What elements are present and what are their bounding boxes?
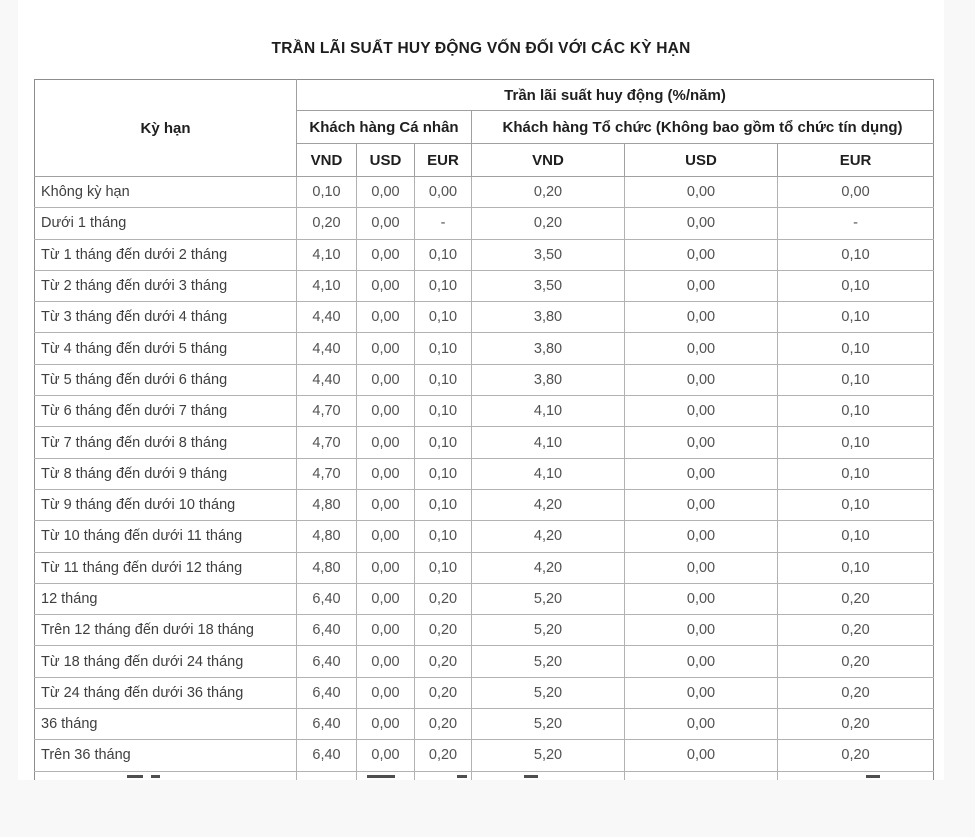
rate-cell: 0,00 — [357, 270, 415, 301]
rate-cell: 6,40 — [297, 646, 357, 677]
clipped-cell — [297, 771, 357, 780]
term-cell: Trên 12 tháng đến dưới 18 tháng — [35, 615, 297, 646]
term-cell: Từ 1 tháng đến dưới 2 tháng — [35, 239, 297, 270]
table-row — [35, 333, 934, 364]
rate-cell: 0,00 — [625, 740, 778, 771]
rate-cell: 0,00 — [625, 489, 778, 520]
table-row — [35, 521, 934, 552]
rate-cell: 6,40 — [297, 583, 357, 614]
clipped-cell — [778, 771, 934, 780]
rate-cell: 0,00 — [625, 270, 778, 301]
rate-cell: 0,20 — [778, 677, 934, 708]
rate-cell: 3,80 — [472, 333, 625, 364]
term-column-header: Kỳ hạn — [35, 80, 297, 177]
rate-cell: 0,10 — [778, 396, 934, 427]
rate-cell: 5,20 — [472, 646, 625, 677]
rate-cell: 4,80 — [297, 552, 357, 583]
rate-cell: 4,70 — [297, 458, 357, 489]
rate-cell: 6,40 — [297, 709, 357, 740]
rate-cell: 0,00 — [357, 740, 415, 771]
rate-cell: 4,10 — [472, 458, 625, 489]
clipped-cell — [35, 771, 297, 780]
rate-cell: 0,20 — [472, 208, 625, 239]
table-row — [35, 427, 934, 458]
rate-cell: 0,00 — [357, 364, 415, 395]
rate-cell: 0,10 — [415, 239, 472, 270]
rate-cell: 0,00 — [625, 458, 778, 489]
currency-header-organization-vnd: VND — [472, 144, 625, 177]
rate-cell: 4,40 — [297, 333, 357, 364]
rate-cell: 0,00 — [357, 583, 415, 614]
rate-cell: 5,20 — [472, 740, 625, 771]
rate-cell: 4,70 — [297, 427, 357, 458]
rate-cell: 3,50 — [472, 270, 625, 301]
rate-cell: 0,00 — [357, 333, 415, 364]
table-row — [35, 364, 934, 395]
term-cell: Từ 4 tháng đến dưới 5 tháng — [35, 333, 297, 364]
rate-cell: 0,10 — [415, 427, 472, 458]
rate-cell: 0,00 — [357, 489, 415, 520]
organization-customers-header: Khách hàng Tổ chức (Không bao gồm tổ chức tín dụng) — [472, 111, 934, 144]
table-row — [35, 615, 934, 646]
rate-cell: 0,00 — [625, 396, 778, 427]
rate-cell: 0,00 — [625, 677, 778, 708]
rate-cap-table — [34, 79, 934, 780]
rate-cell: 0,10 — [415, 364, 472, 395]
rate-cell: 0,00 — [625, 333, 778, 364]
table-row — [35, 208, 934, 239]
rate-cell: 0,10 — [778, 333, 934, 364]
rate-cell: 4,80 — [297, 521, 357, 552]
table-row — [35, 270, 934, 301]
rate-cell: 4,40 — [297, 302, 357, 333]
term-cell: Từ 8 tháng đến dưới 9 tháng — [35, 458, 297, 489]
rate-cell: 0,00 — [625, 552, 778, 583]
clipped-text-fragment — [866, 775, 880, 778]
term-cell: Từ 2 tháng đến dưới 3 tháng — [35, 270, 297, 301]
table-row — [35, 646, 934, 677]
rate-cell: 0,00 — [415, 177, 472, 208]
clipped-cell — [415, 771, 472, 780]
rate-cell: 0,00 — [625, 709, 778, 740]
rate-cell: 4,40 — [297, 364, 357, 395]
rate-cell: 4,10 — [472, 427, 625, 458]
rate-cell: 0,00 — [357, 709, 415, 740]
clipped-cell — [472, 771, 625, 780]
rate-cell: 0,20 — [415, 709, 472, 740]
clipped-cell — [625, 771, 778, 780]
rate-cell: 4,20 — [472, 489, 625, 520]
term-cell: Dưới 1 tháng — [35, 208, 297, 239]
term-cell: Từ 18 tháng đến dưới 24 tháng — [35, 646, 297, 677]
term-cell: Từ 3 tháng đến dưới 4 tháng — [35, 302, 297, 333]
page-title: TRẦN LÃI SUẤT HUY ĐỘNG VỐN ĐỐI VỚI CÁC KỲ HẠN — [271, 40, 691, 57]
table-row — [35, 239, 934, 270]
rate-cell: 0,00 — [625, 302, 778, 333]
rate-cell: 0,20 — [778, 615, 934, 646]
rate-cell: 0,10 — [415, 333, 472, 364]
rate-cell: 0,10 — [415, 396, 472, 427]
term-cell: Từ 10 tháng đến dưới 11 tháng — [35, 521, 297, 552]
rate-cell: 0,20 — [297, 208, 357, 239]
rate-cell: 4,20 — [472, 552, 625, 583]
rate-cell: 0,10 — [778, 302, 934, 333]
term-cell: Từ 5 tháng đến dưới 6 tháng — [35, 364, 297, 395]
rate-cell: 0,00 — [357, 646, 415, 677]
rate-cell: 0,10 — [778, 270, 934, 301]
rate-cell: 0,00 — [625, 239, 778, 270]
rate-cell: 0,00 — [357, 239, 415, 270]
term-cell: Từ 24 tháng đến dưới 36 tháng — [35, 677, 297, 708]
currency-header-individual-eur: EUR — [415, 144, 472, 177]
rate-cell: 0,10 — [415, 552, 472, 583]
rate-cell: 3,80 — [472, 302, 625, 333]
rate-cell: 3,80 — [472, 364, 625, 395]
rate-cell: 0,00 — [357, 427, 415, 458]
rate-cell: 0,00 — [625, 427, 778, 458]
rate-cell: 0,00 — [357, 396, 415, 427]
clipped-text-fragment — [127, 775, 143, 778]
clipped-text-fragment — [151, 775, 160, 778]
table-row — [35, 583, 934, 614]
rate-cell: 0,00 — [625, 208, 778, 239]
clipped-text-fragment — [457, 775, 467, 778]
rate-cell: 4,10 — [297, 239, 357, 270]
term-cell: Từ 7 tháng đến dưới 8 tháng — [35, 427, 297, 458]
table-row — [35, 177, 934, 208]
rate-cell: 0,00 — [625, 521, 778, 552]
rate-cell: - — [778, 208, 934, 239]
table-row — [35, 740, 934, 771]
table-row — [35, 677, 934, 708]
rate-cell: 0,10 — [778, 239, 934, 270]
rate-cell: 0,10 — [778, 458, 934, 489]
term-cell: 12 tháng — [35, 583, 297, 614]
term-cell: Không kỳ hạn — [35, 177, 297, 208]
term-cell: 36 tháng — [35, 709, 297, 740]
rate-cell: 0,00 — [357, 177, 415, 208]
table-row — [35, 458, 934, 489]
rate-cell: 0,20 — [415, 740, 472, 771]
rate-cell: 0,20 — [778, 646, 934, 677]
rate-cell: 6,40 — [297, 615, 357, 646]
currency-header-individual-vnd: VND — [297, 144, 357, 177]
rate-cell: 6,40 — [297, 677, 357, 708]
rate-cell: 0,20 — [778, 740, 934, 771]
rate-cell: 5,20 — [472, 583, 625, 614]
table-row — [35, 302, 934, 333]
term-cell: Từ 11 tháng đến dưới 12 tháng — [35, 552, 297, 583]
rate-cell: 5,20 — [472, 709, 625, 740]
rate-cap-header: Trần lãi suất huy động (%/năm) — [297, 80, 934, 111]
rate-cell: 4,20 — [472, 521, 625, 552]
content-panel — [18, 0, 944, 780]
rate-cell: 0,00 — [357, 552, 415, 583]
rate-cell: 0,10 — [778, 427, 934, 458]
rate-cell: 0,20 — [472, 177, 625, 208]
rate-cell: 0,20 — [415, 677, 472, 708]
rate-cell: 0,10 — [297, 177, 357, 208]
currency-header-organization-usd: USD — [625, 144, 778, 177]
rate-cell: 0,00 — [778, 177, 934, 208]
rate-cell: 0,10 — [415, 458, 472, 489]
rate-cell: 0,00 — [625, 615, 778, 646]
rate-cell: 0,00 — [625, 646, 778, 677]
term-cell: Từ 6 tháng đến dưới 7 tháng — [35, 396, 297, 427]
term-cell: Trên 36 tháng — [35, 740, 297, 771]
rate-cell: 5,20 — [472, 615, 625, 646]
clipped-cell — [357, 771, 415, 780]
rate-cell: 0,10 — [778, 364, 934, 395]
rate-cell: 4,10 — [472, 396, 625, 427]
term-cell: Từ 9 tháng đến dưới 10 tháng — [35, 489, 297, 520]
table-row — [35, 552, 934, 583]
rate-cell: 0,00 — [357, 302, 415, 333]
individual-customers-header: Khách hàng Cá nhân — [297, 111, 472, 144]
rate-cell: 0,00 — [625, 583, 778, 614]
rate-cell: 3,50 — [472, 239, 625, 270]
rate-cell: - — [415, 208, 472, 239]
rate-cell: 5,20 — [472, 677, 625, 708]
table-row — [35, 489, 934, 520]
rate-cell: 0,10 — [415, 521, 472, 552]
rate-cell: 0,10 — [415, 270, 472, 301]
rate-cell: 0,20 — [415, 615, 472, 646]
rate-cell: 0,20 — [778, 709, 934, 740]
rate-cell: 4,80 — [297, 489, 357, 520]
table-header — [35, 80, 934, 177]
rate-cell: 0,20 — [778, 583, 934, 614]
clipped-text-fragment — [367, 775, 395, 778]
rate-cell: 0,10 — [415, 302, 472, 333]
rate-cell: 0,10 — [778, 489, 934, 520]
clipped-text-fragment — [524, 775, 538, 778]
table-row — [35, 396, 934, 427]
rate-cell: 0,00 — [625, 177, 778, 208]
currency-header-organization-eur: EUR — [778, 144, 934, 177]
rate-cell: 0,00 — [357, 521, 415, 552]
rate-cell: 0,00 — [357, 458, 415, 489]
rate-cell: 0,10 — [778, 552, 934, 583]
rate-cell: 0,20 — [415, 646, 472, 677]
rate-cell: 6,40 — [297, 740, 357, 771]
rate-cell: 0,00 — [625, 364, 778, 395]
header-row-1 — [35, 80, 934, 111]
table-row — [35, 709, 934, 740]
rate-cell: 0,10 — [778, 521, 934, 552]
rate-cell: 4,10 — [297, 270, 357, 301]
rate-cell: 0,00 — [357, 615, 415, 646]
rate-cell: 4,70 — [297, 396, 357, 427]
rate-cell: 0,00 — [357, 677, 415, 708]
clipped-row — [35, 771, 934, 780]
currency-header-individual-usd: USD — [357, 144, 415, 177]
rate-cell: 0,10 — [415, 489, 472, 520]
rate-cell: 0,00 — [357, 208, 415, 239]
rate-cell: 0,20 — [415, 583, 472, 614]
rate-table-body — [35, 177, 934, 781]
